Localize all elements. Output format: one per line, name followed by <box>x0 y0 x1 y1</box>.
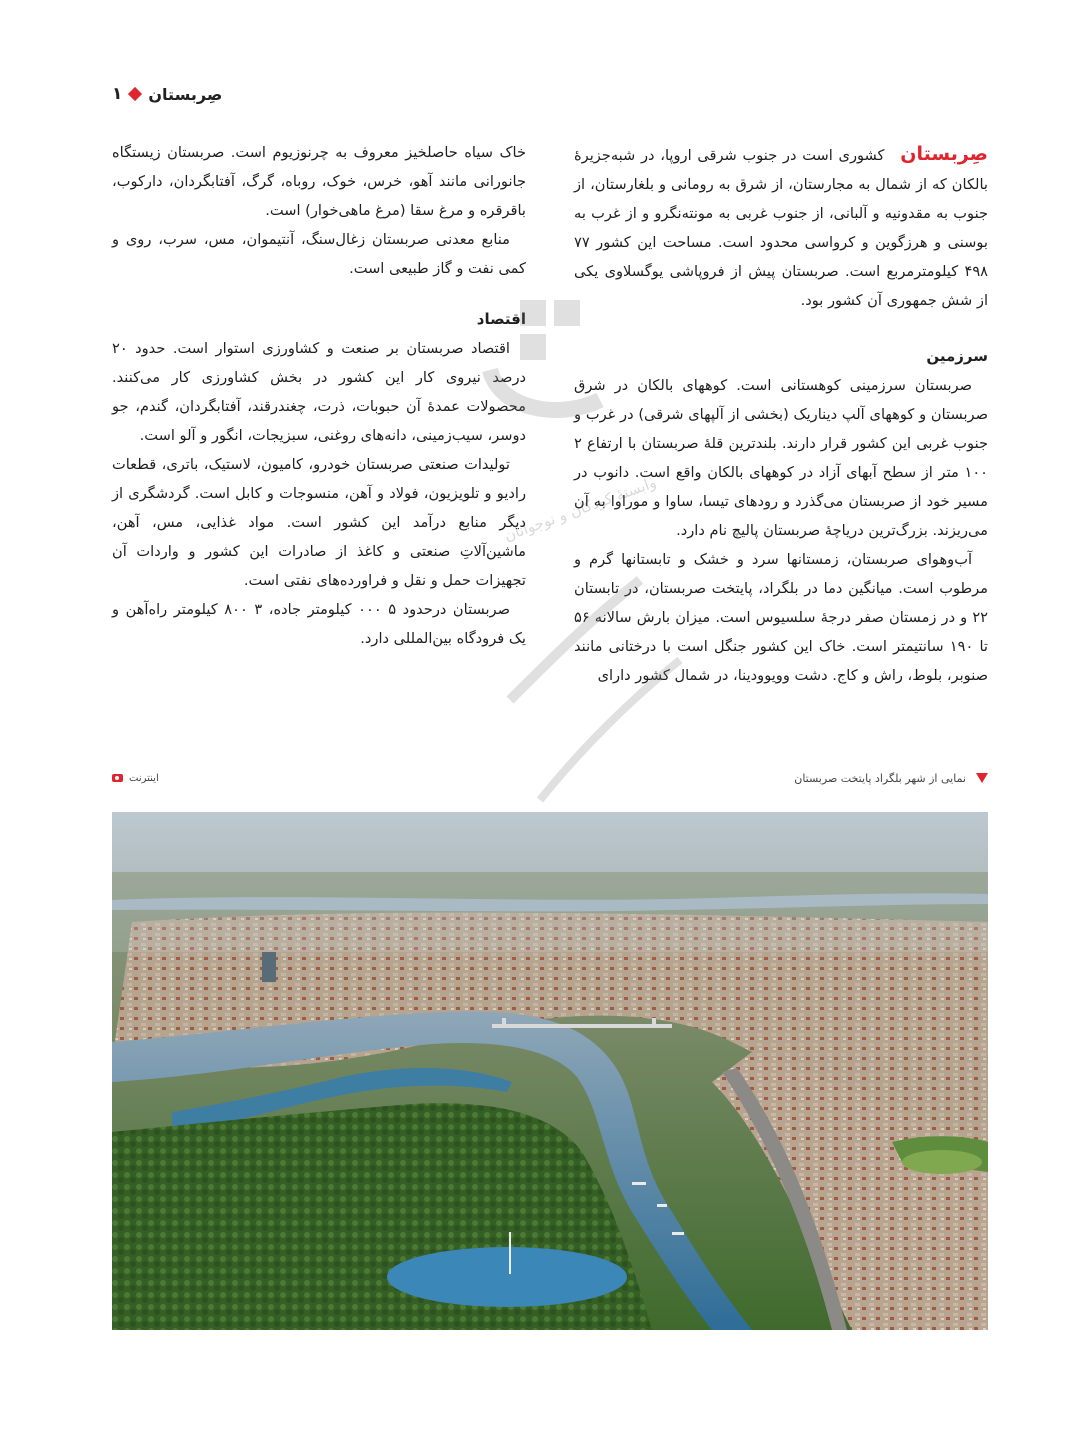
right-column <box>574 140 988 690</box>
land-paragraph-1: صربستان سرزمینی کوهستانی است. کوههای بالکان در شرق صربستان و کوههای آلپ دیناریک (بخشی از آلپهای شرقی) در غرب و جنوب غربی این کشور قرار دارند. بلندترین قلهٔ صربستان با ارتفاع ۲ ۱۰۰ متر از سطح آبهای آزاد در کوههای بالکان واقع است. دانوب در مسیر خود از صربستان می‌گذرد و رودهای تیسا، ساوا و موراوا به آن می‌ریزند. بزرگ‌ترین دریاچهٔ صربستان پالیچ نام دارد. <box>574 377 988 539</box>
land-paragraph-2: آب‌وهوای صربستان، زمستانها سرد و خشک و تابستانها گرم و مرطوب است. میانگین دما در بلگراد، پایتخت صربستان، در تابستان ۲۲ و در زمستان صفر درجهٔ سلسیوس است. میزان بارش سالانه ۵۶ تا ۱۹۰ سانتیمتر است. خاک این کشور جنگل است با درختانی مانند صنوبر، بلوط، راش و کاج. دشت وویوودینا، در شمال کشور دارای <box>574 551 988 684</box>
economy-paragraph-1: اقتصاد صربستان بر صنعت و کشاورزی استوار است. حدود ۲۰ درصد نیروی کار این کشور در بخش کشاورزی کار می‌کنند. محصولات عمدهٔ آن حبوبات، ذرت، چغندرقند، آفتابگردان، گندم، جو دوسر، سیب‌زمینی، دانه‌های روغنی، سبزیجات، انگور و آلو است. <box>112 340 526 444</box>
photo-source <box>112 768 159 788</box>
photo-caption-text: نمایی از شهر بلگراد پایتخت صربستان <box>794 771 966 785</box>
intro-text: کشوری است در جنوب شرقی اروپا، در شبه‌جزیرهٔ بالکان که از شمال به مجارستان، از شرق به رومانی و بلغارستان، از جنوب به مقدونیه و آلبانی، از جنوب غربی به مونته‌نگرو و از غرب به بوسنی و هرزگوین و کرواسی محدود است. مساحت این کشور ۷۷ ۴۹۸ کیلومترمربع است. صربستان پیش از فروپاشی یوگسلاوی یکی از شش جمهوری آن کشور بود. <box>574 147 988 309</box>
watermark-text: وابستهٔ کودکان و نوجوانان <box>501 473 659 545</box>
intro-paragraph <box>574 140 988 315</box>
minerals-paragraph: منابع معدنی صربستان زغال‌سنگ، آنتیموان، مس، سرب، روی و کمی نفت و گاز طبیعی است. <box>112 231 526 277</box>
lead-word: صِربستان <box>900 143 989 165</box>
transport-paragraph: صربستان درحدود ۵ ۰۰۰ کیلومتر جاده، ۳ ۸۰۰ کیلومتر راه‌آهن و یک فرودگاه بین‌المللی دارد. <box>112 601 526 647</box>
page-header <box>112 80 432 108</box>
economy-paragraph-2: تولیدات صنعتی صربستان خودرو، کامیون، لاستیک، باتری، قطعات رادیو و تلویزیون، فولاد و آهن، منسوجات و کابل است. گردشگری از دیگر منابع درآمد این کشور است. مواد غذایی، مس، آهن، ماشین‌آلاتِ صنعتی و کاغذ از صادرات این کشور و واردات آن تجهیزات حمل و نقل و فراورده‌های نفتی است. <box>112 456 526 589</box>
belgrade-aerial-photo <box>112 812 988 1330</box>
diamond-icon <box>128 87 142 101</box>
land-title: سرزمین <box>926 347 988 365</box>
section-name: صِربستان <box>148 84 223 104</box>
photo-source-text: اینترنت <box>129 772 159 784</box>
economy-title: اقتصاد <box>476 310 526 328</box>
soil-paragraph: خاک سیاه حاصلخیز معروف به چرنوزیوم است. صربستان زیستگاه جانورانی مانند آهو، خرس، خوک، روباه، گرگ، آفتابگردان، دارکوب، باقرقره و مرغ سقا (مرغ ماهی‌خوار) است. <box>112 144 526 219</box>
photo-caption <box>794 768 988 788</box>
page-number: ۱ <box>112 84 123 104</box>
camera-icon <box>112 774 123 782</box>
triangle-down-icon <box>976 773 988 783</box>
left-column <box>112 138 526 653</box>
